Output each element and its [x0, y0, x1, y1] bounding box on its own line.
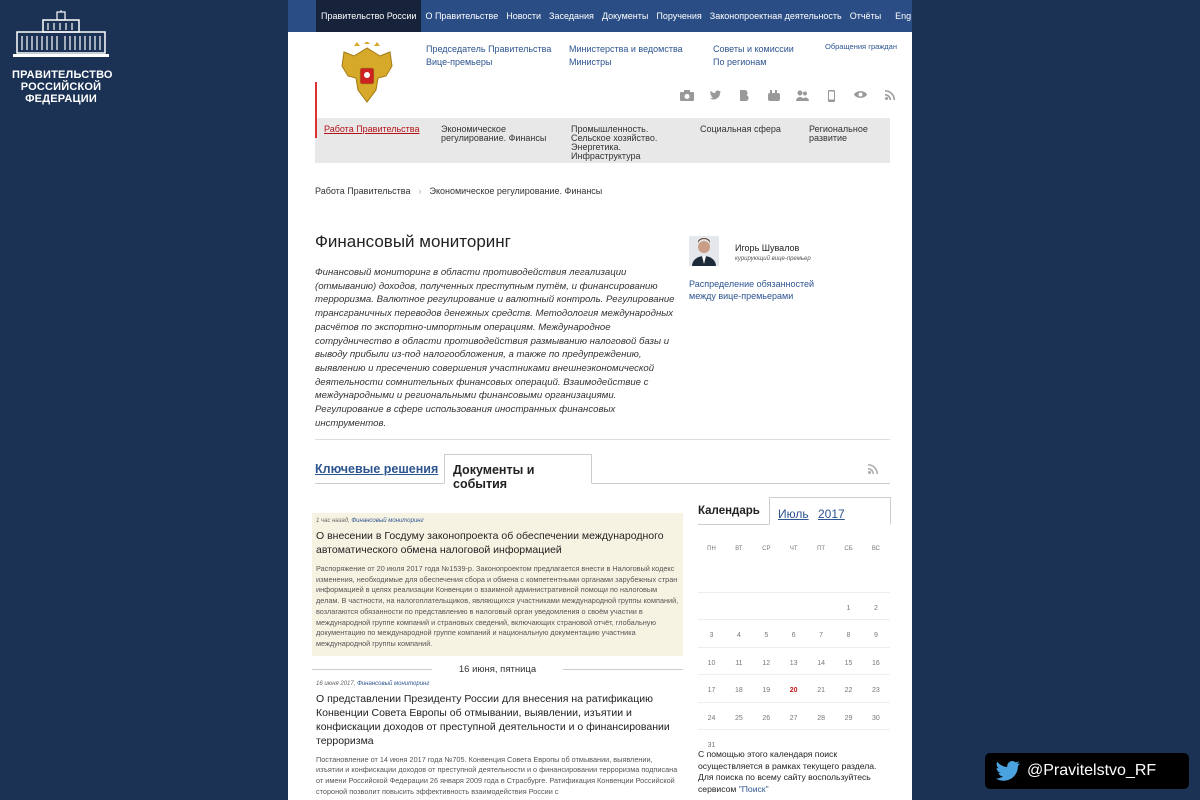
rss-feed-icon[interactable] [868, 464, 878, 474]
item-title[interactable]: О внесении в Госдуму законопроекта об обеспечении международного автоматического обмена налоговой информацией [316, 530, 664, 556]
person-photo[interactable] [689, 236, 719, 266]
nav-documents[interactable]: Документы [601, 11, 649, 21]
nav-government-russia[interactable]: Правительство России [316, 0, 421, 32]
tab-documents-events[interactable]: Документы и события [444, 454, 592, 484]
link-councils[interactable]: Советы и комиссии [713, 44, 794, 54]
calendar-day[interactable]: 1 [846, 605, 851, 612]
item-meta [316, 518, 679, 524]
rss-icon[interactable] [875, 90, 904, 104]
tab-key-decisions[interactable]: Ключевые решения [315, 462, 439, 476]
person-name[interactable]: Игорь Шувалов [735, 243, 800, 253]
brand-line-2: РОССИЙСКОЙ [20, 81, 102, 93]
link-vice-premiers[interactable]: Вице-премьеры [426, 57, 493, 67]
day-separator [312, 659, 683, 681]
calendar-header [698, 497, 890, 525]
calendar-day[interactable]: 5 [764, 632, 769, 640]
calendar-day[interactable]: 23 [871, 687, 880, 695]
calendar-row-line [698, 729, 890, 730]
calendar-day[interactable]: 30 [871, 714, 880, 722]
link-chairman[interactable]: Председатель Правительства [426, 44, 552, 54]
nav-about-government[interactable]: О Правительстве [425, 11, 499, 21]
calendar-day[interactable]: 8 [846, 632, 851, 640]
header-links-1 [426, 43, 551, 69]
section-navigation [315, 118, 890, 163]
calendar-row-line [698, 702, 890, 703]
item-title[interactable]: О представлении Президенту России для внесения на ратификацию Конвенции Совета Европы об отмывании, выявлении, изъятии и конфискации доходов от преступной деятельности и о финансировании терроризма [316, 692, 670, 747]
feed-item[interactable] [312, 681, 683, 798]
header-links-3 [713, 43, 794, 69]
community-icon[interactable] [788, 90, 817, 104]
calendar-day[interactable]: 20 [789, 687, 798, 695]
separator-line [563, 669, 683, 670]
weekday-label: СБ [844, 546, 853, 552]
calendar-year[interactable]: 2017 [818, 507, 845, 521]
calendar-label: Календарь [698, 505, 760, 517]
link-appeals[interactable]: Обращения граждан [825, 42, 897, 51]
link-ministries[interactable]: Министерства и ведомства [569, 44, 683, 54]
calendar [698, 497, 890, 749]
item-tag[interactable]: Финансовый мониторинг [351, 518, 424, 524]
calendar-day[interactable]: 22 [844, 687, 853, 695]
calendar-day[interactable]: 12 [762, 659, 771, 667]
sec-social[interactable]: Социальная сфера [700, 124, 781, 134]
calendar-row-line [698, 647, 890, 648]
nav-english[interactable]: Eng [895, 11, 912, 21]
calendar-day[interactable]: 26 [762, 714, 771, 722]
person-role: курирующий вице-премьер [735, 256, 811, 262]
vk-icon[interactable] [730, 90, 759, 104]
calendar-row-line [698, 674, 890, 675]
nav-meetings[interactable]: Заседания [549, 11, 594, 21]
page-description: Финансовый мониторинг в области противодействия легализации (отмыванию) доходов, полученных преступным путём, и финансированию терроризма. Валютное регулирование и валютный контроль. Регулирование трансграничных переводов денежных средств. Методология международных расчётов по экспортно-импортным операциям. Международное сотрудничество в области противодействия размыванию налоговой базы и выводу прибыли из-под налогообложения, а также по предупреждению, выявлению и пресечению совершения участниками внешнеэкономической деятельности сомнительных финансовых операций. Взаимодействие с международными и региональными финансовыми организациями. Регулирование в сфере использования иностранных финансовых инструментов. [315, 267, 675, 429]
accent-bar [315, 82, 317, 138]
eye-icon[interactable] [846, 90, 875, 104]
calendar-day[interactable]: 17 [707, 687, 716, 695]
youtube-icon[interactable] [759, 90, 788, 104]
calendar-day[interactable]: 11 [735, 659, 743, 667]
twitter-bird-icon [995, 760, 1021, 782]
nav-reports[interactable]: Отчёты [849, 11, 882, 21]
site-page [288, 0, 912, 800]
government-logo[interactable] [12, 10, 113, 105]
calendar-day[interactable]: 28 [817, 714, 825, 722]
weekday-label: ПТ [817, 546, 826, 552]
nav-instructions[interactable]: Поручения [656, 11, 702, 21]
breadcrumb-government-work[interactable]: Работа Правительства [315, 186, 411, 196]
weekday-label: ВС [871, 546, 880, 552]
calendar-day[interactable]: 21 [817, 687, 825, 695]
camera-icon[interactable] [672, 90, 701, 104]
link-ministers[interactable]: Министры [569, 57, 612, 67]
duties-link[interactable]: Распределение обязанностей между вице-премьерами [689, 279, 815, 301]
calendar-day[interactable]: 14 [817, 659, 825, 667]
twitter-icon[interactable] [701, 90, 730, 104]
calendar-day[interactable]: 13 [789, 659, 798, 667]
breadcrumb [315, 186, 602, 196]
calendar-note-text: С помощью этого календаря поиск осуществляется в рамках текущего раздела. Для поиска по всему сайту воспользуйтесь сервисом [698, 749, 877, 794]
calendar-day[interactable]: 3 [709, 632, 714, 640]
calendar-day[interactable]: 7 [819, 632, 824, 640]
sec-government-work[interactable]: Работа Правительства [324, 124, 420, 134]
calendar-day[interactable]: 25 [734, 714, 743, 722]
calendar-day[interactable]: 9 [873, 632, 878, 640]
top-navigation [288, 0, 912, 32]
feed-item[interactable] [312, 513, 683, 656]
coat-of-arms-icon[interactable] [336, 42, 398, 108]
calendar-day[interactable]: 24 [707, 714, 716, 722]
calendar-day[interactable]: 15 [844, 659, 853, 667]
item-tag[interactable]: Финансовый мониторинг [357, 680, 430, 687]
twitter-badge[interactable] [985, 753, 1189, 789]
item-time: 1 час назад, [316, 518, 350, 524]
calendar-day[interactable]: 10 [707, 659, 716, 667]
weekday-label: СР [762, 546, 771, 552]
calendar-note [698, 749, 888, 795]
weekday-label: ВТ [735, 546, 743, 552]
brand-line-3: ФЕДЕРАЦИИ [25, 93, 97, 105]
mobile-icon[interactable] [817, 90, 846, 104]
calendar-day[interactable]: 29 [844, 714, 853, 722]
site-header [288, 32, 912, 118]
calendar-day[interactable]: 19 [762, 687, 771, 695]
chevron-right-icon: › [418, 186, 422, 196]
calendar-row-line [698, 619, 890, 620]
weekday-label: ПН [707, 546, 716, 552]
header-links-2 [569, 43, 683, 69]
news-feed [312, 513, 683, 797]
calendar-day[interactable]: 2 [873, 605, 878, 612]
nav-legislation[interactable]: Законопроектная деятельность [709, 11, 842, 21]
item-body: Постановление от 14 июня 2017 года №705. Конвенция Совета Европы об отмывании, выявлении, изъятии и конфискации доходов от преступной деятельности и о финансировании терроризма подписана от имени Российской Федерации 26 января 2009 года в Страсбурге. Ратификация Конвенции Российской стороной позволит повысить эффективность взаимодействия России с [316, 754, 678, 796]
item-body: Распоряжение от 20 июля 2017 года №1539-р. Законопроектом предлагается внести в Налоговый кодекс изменения, необходимые для обеспечения сбора и обмена с компетентными органами зарубежных стран информацией в целях реализации Конвенции о взаимной административной помощи по налоговым делам. В частности, на налогоплательщиков, являющихся участниками международной группы компаний, возлагаются обязанности по представлению в налоговый орган уведомления о своём участии в международной группе компаний и страновых сведений, включающих страновой отчёт, глобальную документацию по международной группе компаний и национальную документацию участника международной группы компаний. [316, 564, 679, 648]
calendar-day[interactable]: 31 [707, 742, 716, 749]
link-regions[interactable]: По регионам [713, 57, 767, 67]
sec-regional[interactable]: Региональное развитие [809, 124, 868, 143]
sec-industry[interactable]: Промышленность. Сельское хозяйство. Энергетика. Инфраструктура [571, 124, 658, 161]
page-title: Финансовый мониторинг [315, 232, 511, 251]
calendar-day[interactable]: 4 [736, 632, 741, 640]
content-tabs [315, 454, 890, 491]
twitter-handle: @Pravitelstvo_RF [1027, 762, 1157, 779]
calendar-day[interactable]: 27 [789, 714, 798, 722]
divider [315, 439, 890, 440]
calendar-day[interactable]: 6 [791, 632, 796, 640]
search-service-link[interactable]: "Поиск" [738, 783, 769, 794]
calendar-row-line [698, 592, 890, 593]
breadcrumb-economic[interactable]: Экономическое регулирование. Финансы [429, 186, 603, 196]
calendar-grid [698, 525, 890, 749]
calendar-month[interactable]: Июль [778, 507, 809, 521]
sec-economic-regulation[interactable]: Экономическое регулирование. Финансы [441, 124, 547, 143]
white-house-icon [13, 10, 109, 58]
item-time: 16 июня 2017, [316, 680, 356, 687]
calendar-day[interactable]: 18 [734, 687, 743, 695]
social-links [672, 90, 904, 104]
day-label: 16 июня, пятница [458, 663, 537, 675]
separator-line [312, 669, 432, 670]
brand-line-1: ПРАВИТЕЛЬСТВО [12, 69, 113, 81]
weekday-label: ЧТ [789, 546, 798, 552]
item-meta [316, 681, 679, 687]
calendar-day[interactable]: 16 [871, 659, 880, 667]
nav-news[interactable]: Новости [506, 11, 542, 21]
calendar-selector [769, 497, 891, 525]
